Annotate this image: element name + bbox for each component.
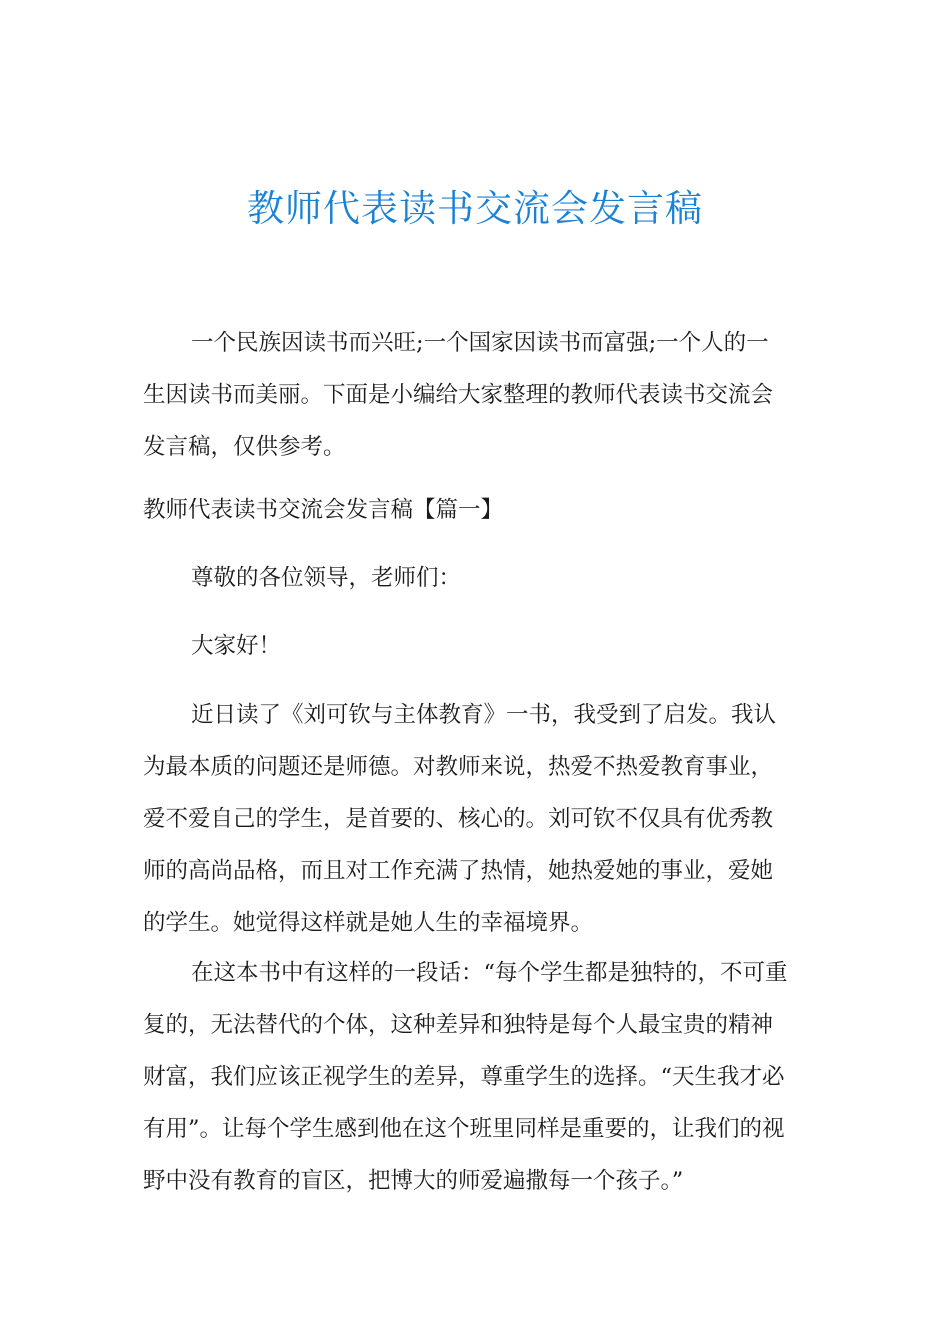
text-line: 的学生。她觉得这样就是她人生的幸福境界。 — [143, 910, 594, 936]
text-line: 近日读了《刘可钦与主体教育》一书，我受到了启发。我认 — [191, 702, 777, 728]
text-line: 有用”。让每个学生感到他在这个班里同样是重要的，让我们的视 — [143, 1116, 785, 1142]
text-line: 为最本质的问题还是师德。对教师来说，热爱不热爱教育事业， — [143, 754, 774, 780]
body-paragraph-2 — [143, 947, 813, 1207]
document-title: 教师代表读书交流会发言稿 — [247, 187, 703, 230]
text-line: 野中没有教育的盲区，把博大的师爱遍撒每一个孩子。” — [143, 1168, 684, 1194]
intro-paragraph — [143, 317, 813, 473]
text-line: 财富，我们应该正视学生的差异，尊重学生的选择。“天生我才必 — [143, 1064, 785, 1090]
body-paragraph-1 — [143, 689, 813, 949]
section-heading-block — [143, 484, 813, 536]
section-heading: 教师代表读书交流会发言稿【篇一】 — [143, 497, 504, 523]
hello-block — [143, 620, 813, 672]
text-line: 爱不爱自己的学生，是首要的、核心的。刘可钦不仅具有优秀教 — [143, 806, 774, 832]
greeting-block — [143, 552, 813, 604]
text-line: 师的高尚品格，而且对工作充满了热情，她热爱她的事业，爱她 — [143, 858, 774, 884]
text-line: 发言稿，仅供参考。 — [143, 434, 346, 460]
text-line: 一个民族因读书而兴旺;一个国家因读书而富强;一个人的一 — [191, 330, 769, 356]
text-line: 复的，无法替代的个体，这种差异和独特是每个人最宝贵的精神 — [143, 1012, 774, 1038]
text-line: 在这本书中有这样的一段话：“每个学生都是独特的，不可重 — [191, 960, 788, 986]
hello-line: 大家好！ — [191, 633, 282, 659]
text-line: 生因读书而美丽。下面是小编给大家整理的教师代表读书交流会 — [143, 382, 774, 408]
greeting-line: 尊敬的各位领导，老师们： — [191, 565, 462, 591]
